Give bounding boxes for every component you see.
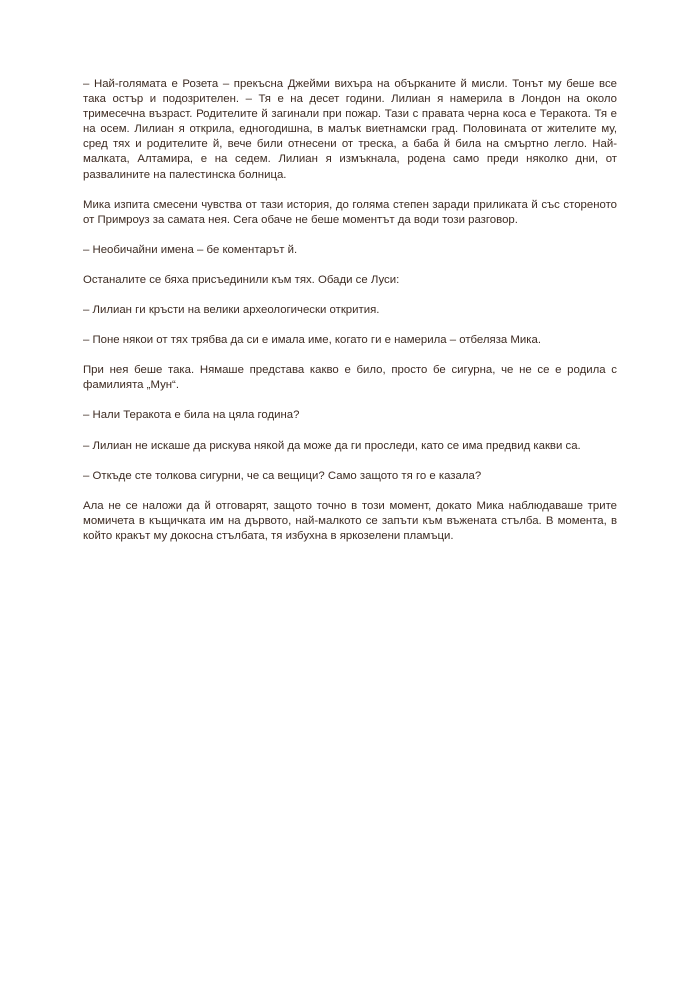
paragraph: – Откъде сте толкова сигурни, че са вещици? Само защото тя го е казала? [83,469,482,482]
document-page [83,77,617,559]
paragraph: – Поне някои от тях трябва да си е имала име, когато ги е намерила – отбеляза Мика. [83,334,542,347]
paragraph: Мика изпита смесени чувства от тази история, до голяма степен заради приликата й със стореното от Примроуз за самата нея. Сега обаче не беше моментът да води този разговор. [83,198,617,226]
paragraph: – Нали Теракота е била на цяла година? [83,409,300,422]
paragraph: При нея беше така. Нямаше представа какво е било, просто бе сигурна, че не се е родила с фамилията „Мун“. [83,364,617,392]
paragraph: – Най-голямата е Розета – прекъсна Джейми вихъра на обърканите й мисли. Тонът му беше все така остър и подозрителен. – Тя е на десет години. Лилиан я намерила в Лондон на около тримесечна възраст. Родителите й загинали при пожар. Тази с правата черна коса е Теракота. Тя е на осем. Лилиан я открила, едногодишна, в малък виетнамски град. Половината от жителите му, сред тях и родителите й, вече били отнесени от треска, а баба й била на смъртно легло. Най-малката, Алтамира, е на седем. Лилиан я измъкнала, родена само преди няколко дни, от развалините на палестинска болница. [83,78,617,181]
paragraph: Ала не се наложи да й отговарят, защото точно в този момент, докато Мика наблюдаваше трите момичета в къщичката им на дървото, най-малкото се запъти към въжената стълба. В момента, в който кракът му докосна стълбата, тя избухна в яркозелени пламъци. [83,499,617,542]
paragraph: Останалите се бяха присъединили към тях. Обади се Луси: [83,273,400,286]
paragraph: – Лилиан не искаше да рискува някой да може да ги проследи, като се има предвид какви са. [83,439,581,452]
paragraph: – Необичайни имена – бе коментарът й. [83,243,298,256]
paragraph: – Лилиан ги кръсти на велики археологически открития. [83,304,380,317]
